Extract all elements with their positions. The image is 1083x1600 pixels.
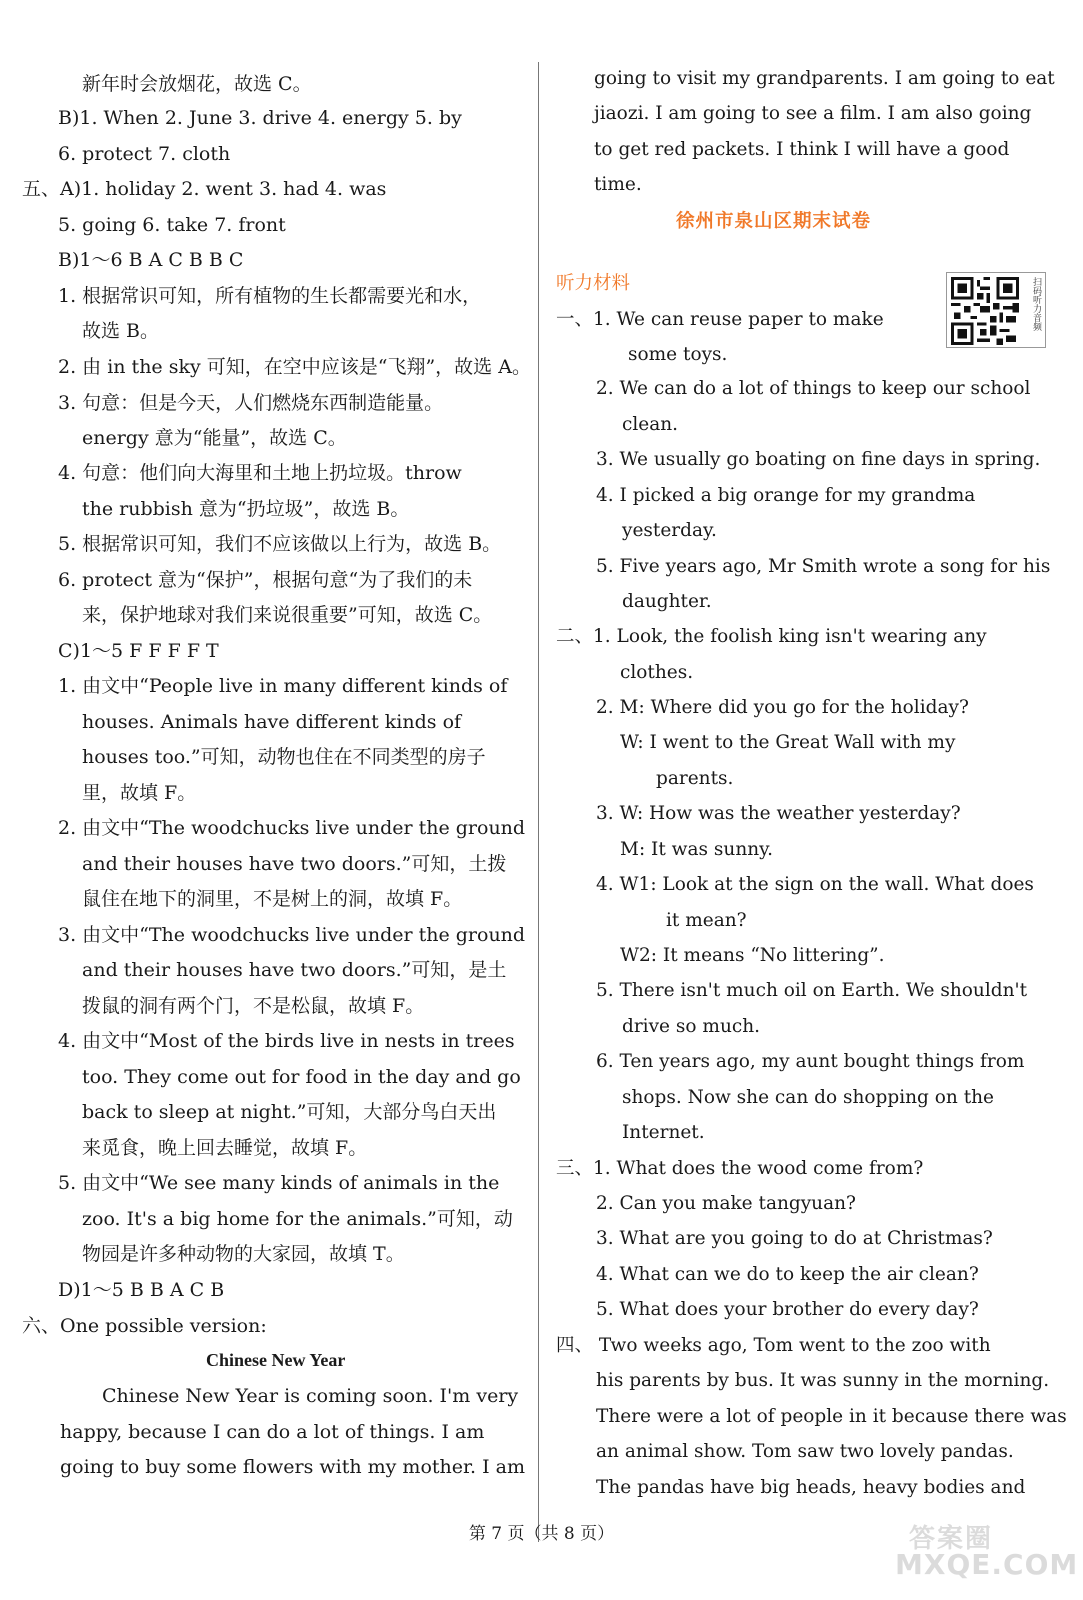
text-line: houses too.”可知，动物也住在不同类型的房子	[82, 746, 486, 768]
column-divider	[538, 62, 539, 1542]
text-line: 4. I picked a big orange for my grandma	[596, 485, 976, 506]
text-line: 2. Can you make tangyuan?	[596, 1193, 856, 1214]
text-line: 拨鼠的洞有两个门，不是松鼠，故填 F。	[82, 995, 425, 1017]
text-line: 3. We usually go boating on fine days in spring.	[596, 449, 1041, 470]
qr-code[interactable]	[946, 272, 1046, 348]
text-line: 1. 由文中“People live in many different kinds of	[58, 675, 508, 697]
text-line: 3. What are you going to do at Christmas?	[596, 1228, 993, 1249]
text-line: Internet.	[622, 1122, 705, 1143]
text-line: 3. 句意：但是今天，人们燃烧东西制造能量。	[58, 392, 444, 414]
text-line: 3. W: How was the weather yesterday?	[596, 803, 961, 824]
text-line: 5. What does your brother do every day?	[596, 1299, 979, 1320]
text-line: 2. We can do a lot of things to keep our school	[596, 378, 1031, 399]
text-line: 三、1. What does the wood come from?	[556, 1158, 924, 1179]
qr-code-icon	[951, 277, 1019, 345]
text-line: 6. protect 7. cloth	[58, 143, 231, 165]
text-line: 新年时会放烟花，故选 C。	[82, 73, 312, 95]
text-line: too. They come out for food in the day and go	[82, 1066, 521, 1088]
text-line: 鼠住在地下的洞里，不是树上的洞，故填 F。	[82, 888, 463, 910]
text-line: clothes.	[620, 662, 694, 683]
text-line: 来，保护地球对我们来说很重要”可知，故选 C。	[82, 604, 493, 626]
text-line: and their houses have two doors.”可知，是土	[82, 959, 507, 981]
text-line: yesterday.	[622, 520, 717, 541]
text-line: 一、1. We can reuse paper to make	[556, 309, 884, 330]
text-line: 3. 由文中“The woodchucks live under the ground	[58, 924, 526, 946]
text-line: time.	[594, 174, 642, 195]
text-line: clean.	[622, 414, 679, 435]
text-line: B)1～6 B A C B B C	[58, 249, 244, 271]
text-line: 四、 Two weeks ago, Tom went to the zoo with	[556, 1335, 991, 1356]
text-line: houses. Animals have different kinds of	[82, 711, 462, 733]
text-line: D)1～5 B B A C B	[58, 1279, 225, 1301]
text-line: back to sleep at night.”可知，大部分鸟白天出	[82, 1101, 497, 1123]
text-line: The pandas have big heads, heavy bodies and	[596, 1477, 1026, 1498]
text-line: W: I went to the Great Wall with my	[620, 732, 956, 753]
text-line: 5. 由文中“We see many kinds of animals in the	[58, 1172, 500, 1194]
text-line: 1. 根据常识可知，所有植物的生长都需要光和水，	[58, 285, 482, 307]
text-line: Chinese New Year is coming soon. I'm very	[102, 1385, 519, 1407]
text-line: 5. 根据常识可知，我们不应该做以上行为，故选 B。	[58, 533, 502, 555]
page-footer: 第 7 页（共 8 页）	[468, 1524, 615, 1544]
text-line: parents.	[656, 768, 734, 789]
text-line: 2. M: Where did you go for the holiday?	[596, 697, 969, 718]
text-line: 6. protect 意为“保护”，根据句意“为了我们的未	[58, 569, 473, 591]
text-line: 六、One possible version:	[22, 1315, 267, 1337]
watermark-text: 答案圈	[909, 1524, 994, 1554]
text-line: There were a lot of people in it because there was	[596, 1406, 1067, 1427]
text-line: 故选 B。	[82, 320, 160, 342]
text-line: going to visit my grandparents. I am going to eat	[594, 68, 1055, 89]
qr-caption: 扫码听力音频	[1031, 277, 1041, 331]
text-line: W2: It means “No littering”.	[620, 945, 885, 966]
text-line: 5. Five years ago, Mr Smith wrote a song for his	[596, 556, 1051, 577]
text-line: 5. There isn't much oil on Earth. We shouldn't	[596, 980, 1028, 1001]
text-line: drive so much.	[622, 1016, 761, 1037]
text-line: his parents by bus. It was sunny in the morning.	[596, 1370, 1050, 1391]
text-line: daughter.	[622, 591, 712, 612]
text-line: to get red packets. I think I will have a good	[594, 139, 1010, 160]
essay-title: Chinese New Year	[206, 1350, 346, 1370]
exam-title: 徐州市泉山区期末试卷	[676, 211, 872, 232]
text-line: M: It was sunny.	[620, 839, 774, 860]
text-line: C)1～5 F F F F T	[58, 640, 219, 662]
text-line: the rubbish 意为“扔垃圾”，故选 B。	[82, 498, 410, 520]
text-line: going to buy some flowers with my mother. I am	[60, 1456, 525, 1478]
text-line: and their houses have two doors.”可知，土拨	[82, 853, 507, 875]
watermark-url: MXQE.COM	[895, 1548, 1079, 1581]
text-line: 4. 句意：他们向大海里和土地上扔垃圾。throw	[58, 462, 462, 484]
text-line: 2. 由 in the sky 可知，在空中应该是“飞翔”，故选 A。	[58, 356, 531, 378]
text-line: an animal show. Tom saw two lovely pandas.	[596, 1441, 1014, 1462]
text-line: B)1. When 2. June 3. drive 4. energy 5. by	[58, 107, 462, 129]
text-line: happy, because I can do a lot of things. I am	[60, 1421, 485, 1443]
text-line: 五、A)1. holiday 2. went 3. had 4. was	[22, 178, 387, 200]
text-line: jiaozi. I am going to see a film. I am also going	[594, 103, 1032, 124]
text-line: 2. 由文中“The woodchucks live under the ground	[58, 817, 526, 839]
text-line: 4. W1: Look at the sign on the wall. What does	[596, 874, 1034, 895]
watermark-logo	[875, 1518, 1079, 1588]
text-line: 里，故填 F。	[82, 782, 197, 804]
text-line: 来觅食，晚上回去睡觉，故填 F。	[82, 1137, 368, 1159]
text-line: it mean?	[666, 910, 747, 931]
text-line: zoo. It's a big home for the animals.”可知，动	[82, 1208, 513, 1230]
text-line: 4. 由文中“Most of the birds live in nests in trees	[58, 1030, 515, 1052]
text-line: 物园是许多种动物的大家园，故填 T。	[82, 1243, 405, 1265]
text-line: 5. going 6. take 7. front	[58, 214, 286, 236]
text-line: shops. Now she can do shopping on the	[622, 1087, 994, 1108]
text-line: energy 意为“能量”，故选 C。	[82, 427, 347, 449]
listening-heading: 听力材料	[556, 273, 631, 294]
text-line: 二、1. Look, the foolish king isn't wearing any	[556, 626, 987, 647]
text-line: some toys.	[628, 344, 728, 365]
text-line: 4. What can we do to keep the air clean?	[596, 1264, 979, 1285]
text-line: 6. Ten years ago, my aunt bought things from	[596, 1051, 1025, 1072]
